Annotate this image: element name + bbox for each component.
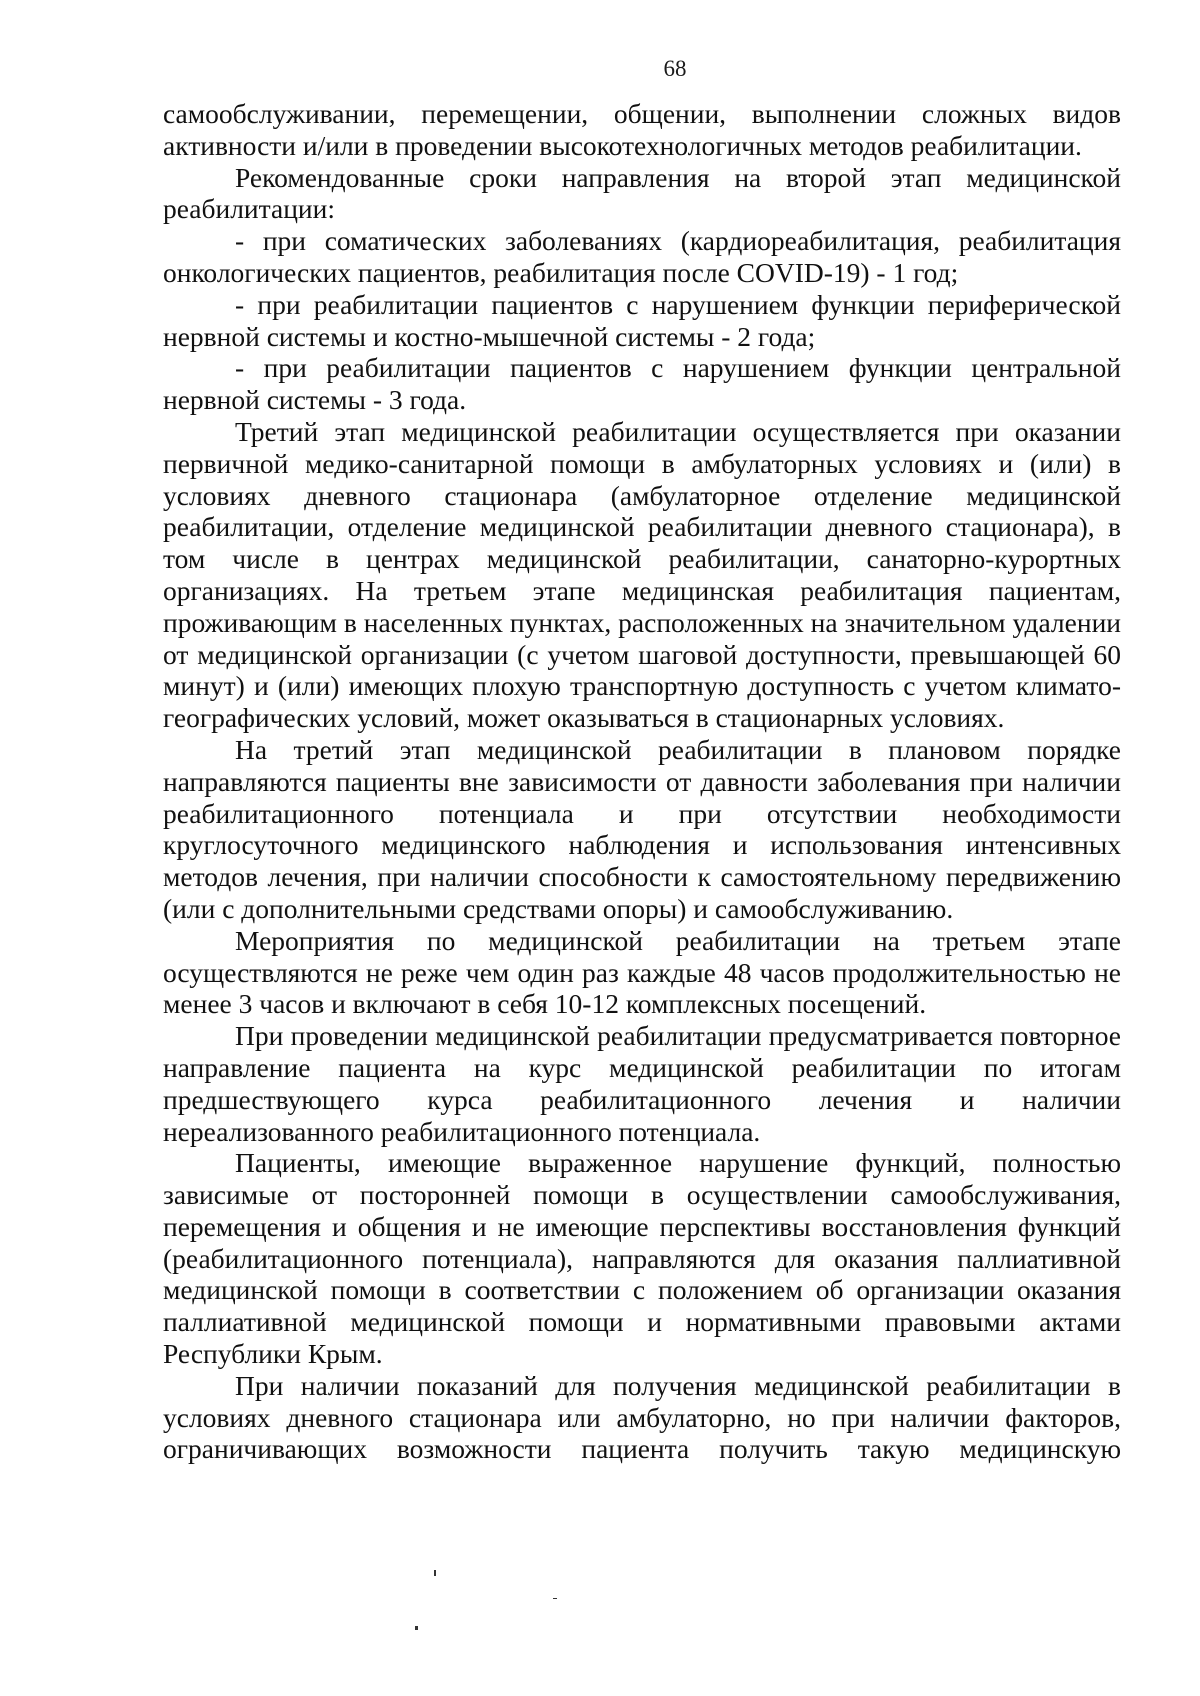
page-number: 68 — [663, 56, 687, 81]
paragraph: самообслуживании, перемещении, общении, выполнении сложных видов активности и/или в проведении высокотехнологичных методов реабилитации. — [163, 98, 1121, 161]
paragraph: На третий этап медицинской реабилитации в плановом порядке направляются пациенты вне зависимости от давности заболевания при наличии реабилитационного потенциала и при отсутствии необходимости круглосуточного медицинского наблюдения и использования интенсивных методов лечения, при наличии способности к самостоятельному передвижению (или с дополнительными средствами опоры) и самообслуживанию. — [163, 733, 1121, 924]
paragraph: Мероприятия по медицинской реабилитации на третьем этапе осуществляются не реже чем один раз каждые 48 часов продолжительностью не менее 3 часов и включают в себя 10-12 комплексных посещений. — [163, 924, 1121, 1020]
scan-speck — [415, 1626, 418, 1630]
scan-speck — [434, 1570, 436, 1576]
paragraph: При проведении медицинской реабилитации предусматривается повторное направление пациента на курс медицинской реабилитации по итогам предшествующего курса реабилитационного лечения и наличии нереализованного реабилитационного потенциала. — [163, 1020, 1121, 1147]
paragraph: Рекомендованные сроки направления на второй этап медицинской реабилитации: — [163, 161, 1121, 225]
body-text — [163, 98, 1121, 1465]
paragraph: Третий этап медицинской реабилитации осуществляется при оказании первичной медико-санитарной помощи в амбулаторных условиях и (или) в условиях дневного стационара (амбулаторное отделение медицинской реабилитации, отделение медицинской реабилитации дневного стационара), в том числе в центрах медицинской реабилитации, санаторно-курортных организациях. На третьем этапе медицинская реабилитация пациентам, проживающим в населенных пунктах, расположенных на значительном удалении от медицинской организации (с учетом шаговой доступности, превышающей 60 минут) и (или) имеющих плохую транспортную доступность с учетом климато-географических условий, может оказываться в стационарных условиях. — [163, 415, 1121, 734]
paragraph: - при реабилитации пациентов с нарушением функции центральной нервной системы - 3 года. — [163, 352, 1121, 416]
paragraph: При наличии показаний для получения медицинской реабилитации в условиях дневного стационара или амбулаторно, но при наличии факторов, ограничивающих возможности пациента получить такую медицинскую — [163, 1369, 1121, 1465]
paragraph: Пациенты, имеющие выраженное нарушение функций, полностью зависимые от посторонней помощи в осуществлении самообслуживания, перемещения и общения и не имеющие перспективы восстановления функций (реабилитационного потенциала), направляются для оказания паллиативной медицинской помощи в соответствии с положением об организации оказания паллиативной медицинской помощи и нормативными правовыми актами Республики Крым. — [163, 1147, 1121, 1370]
paragraph: - при соматических заболеваниях (кардиореабилитация, реабилитация онкологических пациентов, реабилитация после COVID-19) - 1 год; — [163, 225, 1121, 288]
paragraph: - при реабилитации пациентов с нарушением функции периферической нервной системы и костно-мышечной системы - 2 года; — [163, 288, 1121, 352]
scan-speck — [553, 1598, 557, 1599]
